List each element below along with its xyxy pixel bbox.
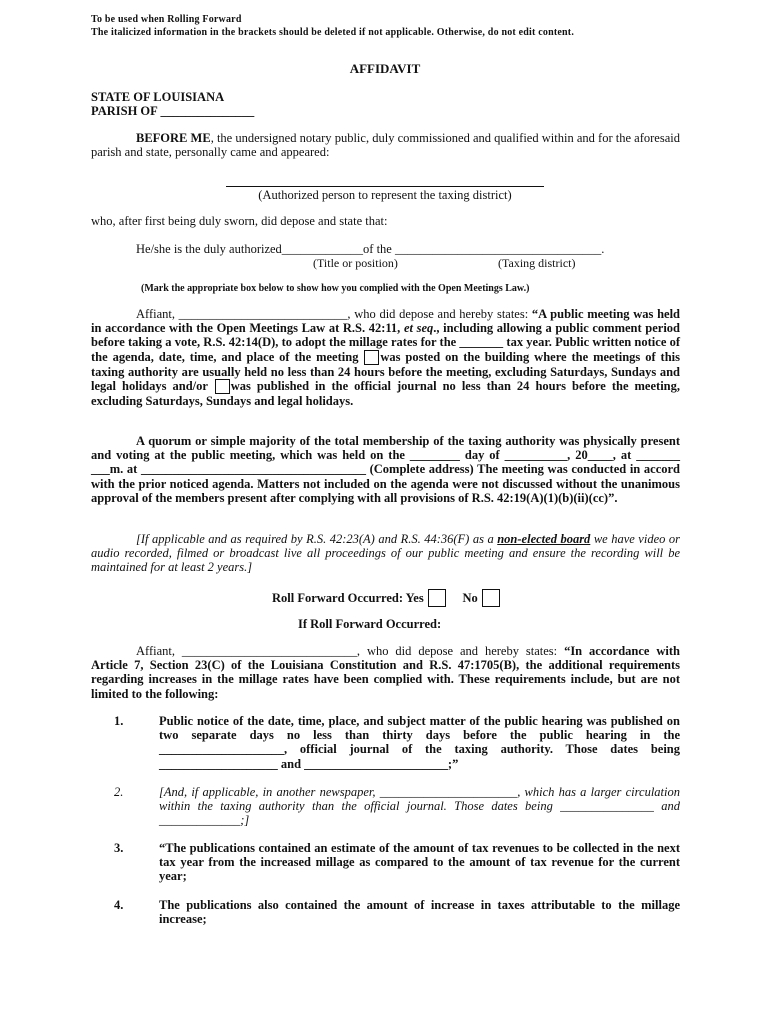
mark-box-instruction: (Mark the appropriate box below to show how you complied with the Open Meetings Law.) — [141, 283, 530, 294]
before-me-lead: BEFORE ME — [136, 131, 211, 145]
affiant2-intro: Affiant, ____________________________, who did depose and hereby states: — [136, 644, 565, 658]
recording-rest: we have video or audio recorded, filmed or broadcast live all proceedings of our public meeting and ensure the recording will be maintained for at least 2 years.] — [91, 532, 680, 575]
authorized-person-signature-line — [226, 186, 544, 187]
item-number: 3. — [114, 841, 124, 855]
parish-line: PARISH OF _______________ — [91, 104, 255, 118]
title-position-caption: (Title or position) — [313, 256, 398, 270]
recording-intro: [If applicable and as required by R.S. 42:23(A) and R.S. 44:36(F) as a — [136, 532, 498, 546]
roll-forward-no-checkbox[interactable] — [482, 589, 500, 607]
constitution-statement: “In accordance with Article 7, Section 23(C) of the Louisiana Constitution and R.S. 47:1705(B), the additional requirements regarding increases in the millage rates have been complied with. These requirements include, but are not limited to the following: — [91, 644, 680, 701]
item-number: 4. — [114, 898, 124, 912]
header-instruction: The italicized information in the brackets should be deleted if not applicable. Otherwise, do not edit content. — [91, 27, 575, 38]
affiant-open-meetings-paragraph — [91, 307, 680, 408]
item-public-notice: Public notice of the date, time, place, and subject matter of the public hearing was published on two separate days no less than thirty days before the public hearing in the ____________________, official journal of the taxing authority. Those dates being ___________________ and _______________________;” — [159, 714, 680, 771]
quorum-paragraph: A quorum or simple majority of the total membership of the taxing authority was physically present and voting at the public meeting, which was held on the ________ day of __________, 20____, at _______ ___m. at ____________________________________ (Complete address) The meeting was conducted in accord with the prior noticed agenda. Matters not included on the agenda were not discussed without the unanimous approval of the members present after complying with all provisions of R.S. 42:19(A)(1)(b)(ii)(cc)”. — [91, 434, 680, 505]
if-roll-forward-heading: If Roll Forward Occurred: — [298, 617, 442, 631]
item-other-newspaper: [And, if applicable, in another newspaper, ______________________, which has a larger circulation within the taxing authority than the official journal. Those dates being _______________ and _____________;] — [159, 785, 680, 828]
published-in-journal-text: was published in the official journal no less than 24 hours before the meeting, excluding Saturdays, Sundays and legal holidays. — [91, 378, 680, 408]
affiant-constitution-paragraph — [91, 644, 680, 701]
item-number: 1. — [114, 714, 124, 728]
document-title: AFFIDAVIT — [349, 61, 421, 76]
authorized-person-caption: (Authorized person to represent the taxing district) — [258, 188, 512, 202]
duly-authorized-line: He/she is the duly authorized_____________of the _________________________________. — [136, 242, 605, 256]
et-seq: et seq — [403, 321, 434, 336]
published-in-journal-checkbox[interactable] — [215, 379, 230, 394]
open-meetings-statement: “A public meeting was held in accordance with the Open Meetings Law at R.S. 42:11, — [91, 307, 680, 336]
state-line: STATE OF LOUISIANA — [91, 90, 225, 104]
roll-forward-row — [272, 589, 501, 607]
header-usage-note: To be used when Rolling Forward — [91, 14, 242, 25]
before-me-paragraph — [91, 131, 680, 159]
posted-on-building-text: was posted on the building where the meetings of this taxing authority are usually held no less than 24 hours before the meeting, excluding Saturdays, Sundays and legal holidays and/or — [91, 349, 680, 393]
open-meetings-statement-cont: ., including allowing a public comment period before taking a vote, R.S. 42:14(D), to adopt the millage rates for the _______ tax year. Public written notice of the agenda, date, time, and place of the meeting — [91, 321, 681, 364]
non-elected-board: non-elected board — [497, 532, 591, 546]
roll-forward-label: Roll Forward Occurred: Yes — [272, 591, 424, 605]
posted-on-building-checkbox[interactable] — [364, 350, 379, 365]
before-me-text: , the undersigned notary public, duly commissioned and qualified within and for the aforesaid parish and state, personally came and appeared: — [91, 131, 680, 160]
recording-paragraph — [91, 532, 680, 575]
affiant-intro: Affiant, ___________________________, who did depose and hereby states: — [136, 307, 532, 321]
sworn-statement: who, after first being duly sworn, did depose and state that: — [91, 214, 388, 228]
roll-forward-no-label: No — [462, 591, 478, 605]
roll-forward-yes-checkbox[interactable] — [428, 589, 446, 607]
taxing-district-caption: (Taxing district) — [498, 256, 576, 270]
item-number: 2. — [114, 785, 124, 799]
item-tax-revenue-estimate: “The publications contained an estimate of the amount of tax revenues to be collected in the next tax year from the increased millage as compared to the amount of tax revenue for the current year; — [159, 841, 680, 884]
item-tax-increase: The publications also contained the amount of increase in taxes attributable to the millage increase; — [159, 898, 680, 927]
